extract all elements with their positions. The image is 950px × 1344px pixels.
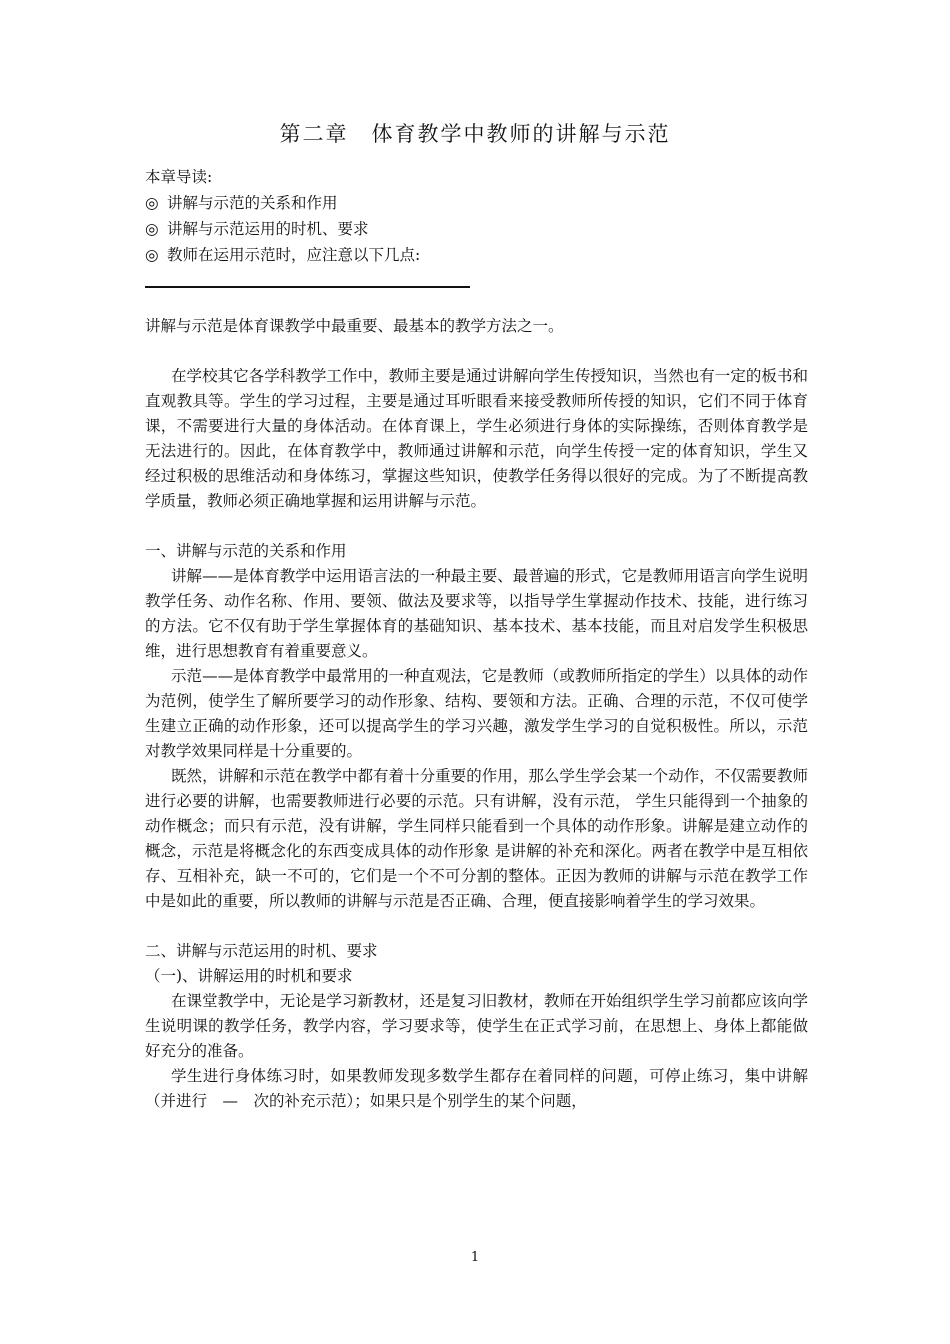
intro-paragraph: 讲解与示范是体育课教学中最重要、最基本的教学方法之一。 <box>145 317 564 335</box>
paragraph: 既然，讲解和示范在教学中都有着十分重要的作用，那么学生学会某一个动作，不仅需要教师进行必要的讲解，也需要教师进行必要的示范。只有讲解，没有示范， 学生只能得到一个抽象的动作概念；而只有示范，没有讲解，学生同样只能看到一个具体的动作形象。讲解是建立动作的概念，示范是将概念化的东西变成具体的动作形象 是讲解的补充和深化。两者在教学中是互相依存、互相补充，缺一不可的，它们是一个不可分割的整体。正因为教师的讲解与示范在教学工作中是如此的重要，所以教师的讲解与示范是否正确、合理，便直接影响着学生的学习效果。 <box>145 767 808 910</box>
chapter-title: 第二章 体育教学中教师的讲解与示范 <box>279 122 671 146</box>
guide-label: 本章导读: <box>145 168 213 186</box>
subsection-heading: （一)、讲解运用的时机和要求 <box>145 967 353 985</box>
section-heading: 二、讲解与示范运用的时机、要求 <box>145 942 378 960</box>
double-circle-icon: ◎ <box>145 246 159 264</box>
paragraph: 在课堂教学中，无论是学习新教材，还是复习旧教材，教师在开始组织学生学习前都应该向学生说明课的教学任务，教学内容，学习要求等，使学生在正式学习前，在思想上、身体上都能做好充分的准备。 <box>145 992 808 1060</box>
paragraph: 在学校其它各学科教学工作中，教师主要是通过讲解向学生传授知识，当然也有一定的板书和直观教具等。学生的学习过程，主要是通过耳听眼看来接受教师所传授的知识，它们不同于体育课，不需要进行大量的身体活动。在体育课上，学生必须进行身体的实际操练，否则体育教学是无法进行的。因此，在体育教学中，教师通过讲解和示范，向学生传授一定的体育知识，学生又经过积极的思维活动和身体练习，掌握这些知识，使教学任务得以很好的完成。为了不断提高教学质量，教师必须正确地掌握和运用讲解与示范。 <box>145 367 808 510</box>
guide-item-text: 讲解与示范运用的时机、要求 <box>167 220 369 238</box>
horizontal-divider <box>145 286 470 288</box>
section-heading: 一、讲解与示范的关系和作用 <box>145 542 347 560</box>
chapter-guide <box>145 164 420 268</box>
paragraph: 讲解——是体育教学中运用语言法的一种最主要、最普遍的形式，它是教师用语言向学生说明教学任务、动作名称、作用、要领、做法及要求等，以指导学生掌握动作技术、技能，进行练习的方法。它不仅有助于学生掌握体育的基础知识、基本技术、基本技能，而且对启发学生积极思维，进行思想教育有着重要意义。 <box>145 567 808 660</box>
paragraph: 示范——是体育教学中最常用的一种直观法，它是教师（或教师所指定的学生）以具体的动作为范例，使学生了解所要学习的动作形象、结构、要领和方法。正确、合理的示范，不仅可使学生建立正确的动作形象，还可以提高学生的学习兴趣，激发学生学习的自觉积极性。所以，示范对教学效果同样是十分重要的。 <box>145 667 808 760</box>
guide-item <box>145 216 420 242</box>
guide-item <box>145 190 420 216</box>
paragraph: 学生进行身体练习时，如果教师发现多数学生都存在着同样的问题，可停止练习，集中讲解（并进行 — 次的补充示范）；如果只是个别学生的某个问题， <box>145 1067 808 1110</box>
document-body <box>145 314 808 1114</box>
double-circle-icon: ◎ <box>145 194 159 212</box>
double-circle-icon: ◎ <box>145 220 159 238</box>
guide-item <box>145 242 420 268</box>
guide-item-text: 教师在运用示范时，应注意以下几点: <box>167 246 421 264</box>
guide-item-text: 讲解与示范的关系和作用 <box>167 194 338 212</box>
page-number: 1 <box>470 1250 480 1265</box>
